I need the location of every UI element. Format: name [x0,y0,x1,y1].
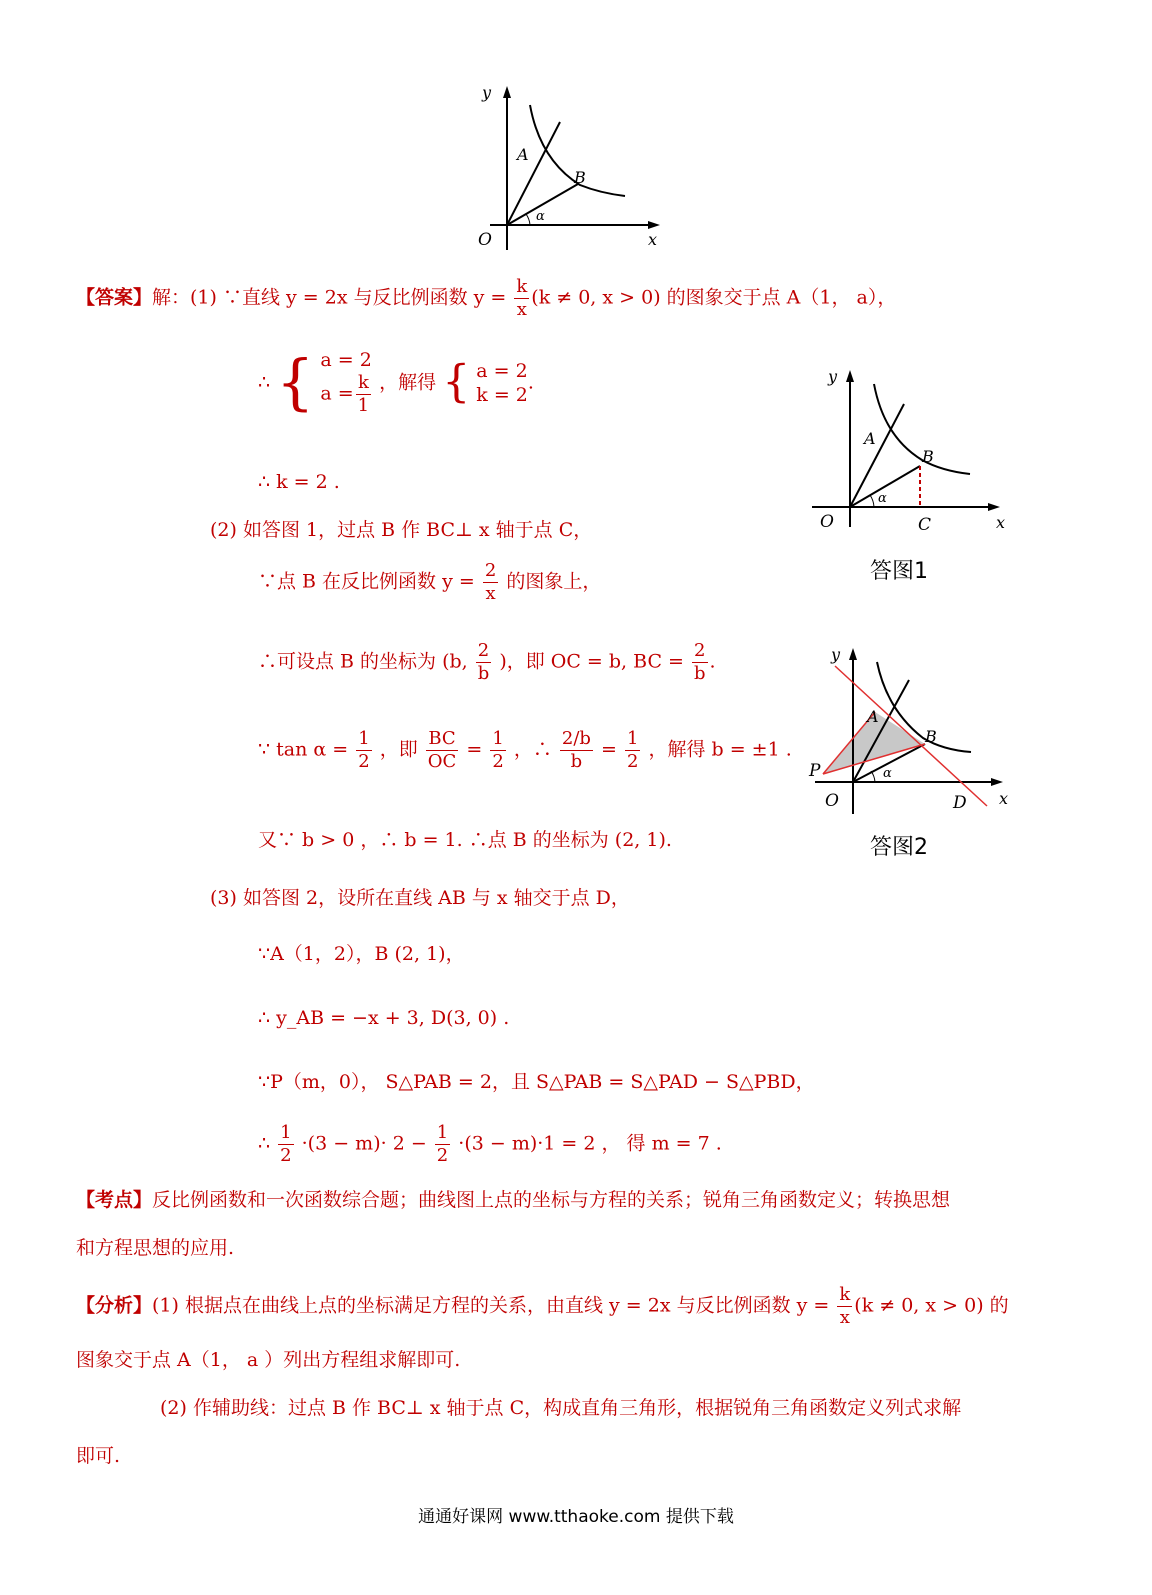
figure-2-graph [805,642,1025,820]
svg-text:A: A [864,429,876,448]
svg-text:A: A [867,707,879,726]
fenxi-line-3: (2) 作辅助线：过点 B 作 BC⊥ x 轴于点 C，构成直角三角形，根据锐角三角函数定义列式求解 [160,1397,962,1419]
svg-text:C: C [918,515,932,535]
kaodian-line-2: 和方程思想的应用. [76,1237,235,1259]
answer-line-12: ∵P（m，0）， S△PAB = 2，且 S△PAB = S△PAD − S△PBD， [258,1071,815,1093]
figure-1-caption: 答图1 [870,559,928,584]
top-point-a-label: A [517,145,529,164]
top-angle-arc [526,214,530,225]
fenxi-line-4: 即可. [76,1445,121,1467]
kaodian-line-1: 【考点】反比例函数和一次函数综合题；曲线图上点的坐标与方程的关系；锐角三角函数定义；转换思想 [76,1189,951,1211]
top-angle-label: α [536,209,545,224]
fraction: $\frac{k}{x}$ [516,276,528,320]
svg-text:P: P [809,761,821,781]
svg-text:α: α [878,491,887,506]
figure-1-graph [812,362,1032,537]
answer-line-5: ∵点 B 在反比例函数 y = $\frac{2}{x}$ 的图象上， [258,560,602,604]
svg-text:D: D [953,793,967,813]
fenxi-line-1: 【分析】(1) 根据点在曲线上点的坐标满足方程的关系，由直线 y = 2x 与反比例函数 y = $\frac{k}{x}$ (k ≠ 0, x > 0) 的 [76,1284,1009,1328]
answer-line-8: 又∵ b > 0 ，∴ b = 1. ∴点 B 的坐标为 (2, 1). [258,829,672,851]
top-x-arrow [648,221,660,229]
svg-text:O: O [820,512,834,532]
answer-line-10: ∵A（1，2），B (2, 1)， [258,943,465,965]
answer-line-1: 【答案】解：(1) ∵直线 y = 2x 与反比例函数 y = $\frac{k}{x}$ (k ≠ 0, x > 0) 的图象交于点 A（1， a）， [76,276,897,320]
fenxi-line-2: 图象交于点 A（1， a ）列出方程组求解即可. [76,1349,461,1371]
svg-text:O: O [825,791,839,811]
top-y-label: y [482,83,492,102]
svg-text:α: α [883,766,892,781]
top-y-arrow [503,86,511,98]
top-graph-figure [460,80,680,260]
page-footer: 通通好课网 www.tthaoke.com 提供下载 [418,1507,734,1527]
answer-line-6: ∴可设点 B 的坐标为 (b, $\frac{2}{b}$ )，即 OC = b, BC = $\frac{2}{b}$ . [258,640,716,684]
svg-text:x: x [999,789,1009,808]
kaodian-tag: 【考点】 [76,1189,153,1211]
top-x-label: x [648,230,658,249]
answer-line-4: (2) 如答图 1，过点 B 作 BC⊥ x 轴于点 C， [210,519,593,541]
top-origin-label: O [478,230,492,250]
answer-tag: 【答案】 [76,286,153,309]
answer-line-7: ∵ tan α = $\frac{1}{2}$ ，即 $\frac{BC}{OC}$ = $\frac{1}{2}$ ，∴ $\frac{2/b}{b}$ = $\frac{1}{2}$ ，解得 b = ±1 . [258,728,792,772]
answer-line-3: ∴ k = 2 . [258,471,340,493]
answer-line-11: ∴ y_AB = −x + 3, D(3, 0) . [258,1007,510,1029]
answer-line-13: ∴ $\frac{1}{2}$ ·(3 − m)· 2 − $\frac{1}{2}$ ·(3 − m)·1 = 2 ， 得 m = 7 . [258,1122,722,1166]
figure-2-caption: 答图2 [870,835,928,860]
svg-text:y: y [831,645,841,664]
answer-line-9: (3) 如答图 2，设所在直线 AB 与 x 轴交于点 D， [210,887,630,909]
svg-text:y: y [828,367,838,386]
svg-text:B: B [925,727,937,746]
svg-text:B: B [922,447,934,466]
top-point-b-label: B [574,168,586,187]
answer-line-2: ∴ { a = 2 a = $\frac{k}{1}$ ，解得 { a = 2 k = 2 . [258,347,534,418]
svg-text:x: x [996,513,1006,532]
fenxi-tag: 【分析】 [76,1294,153,1317]
